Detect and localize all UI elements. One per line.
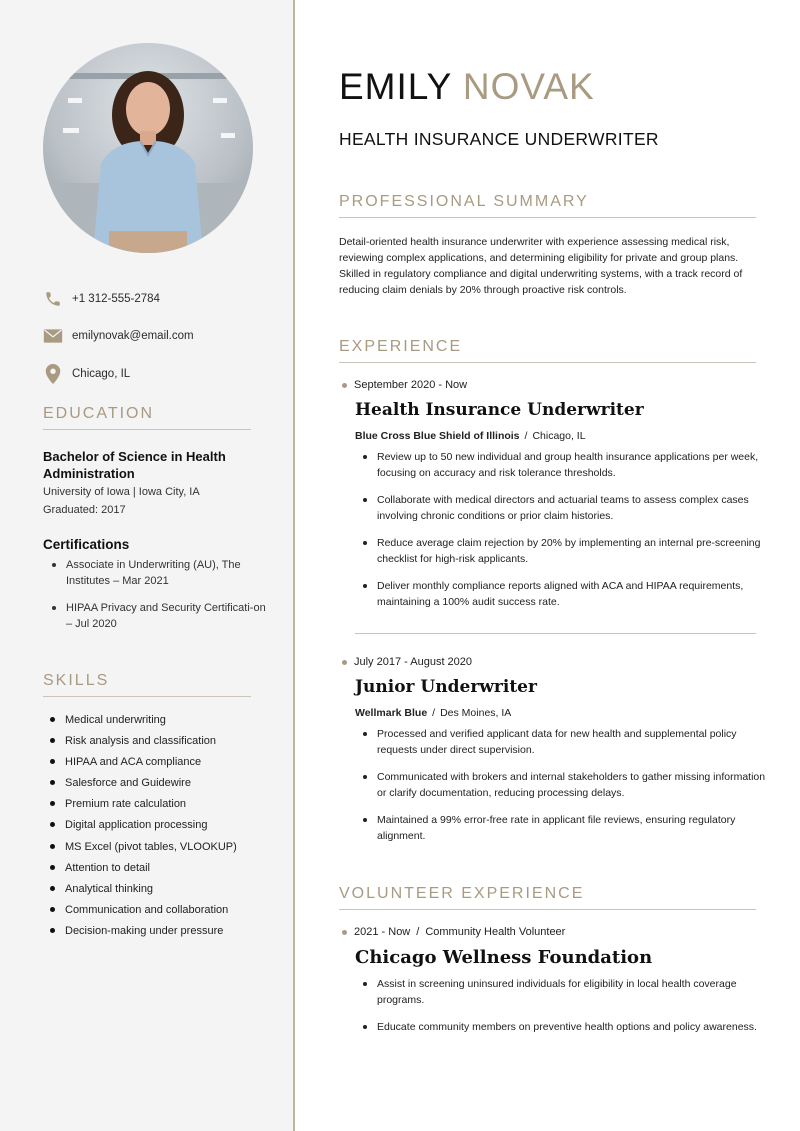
job-divider xyxy=(355,633,756,634)
volunteer-dates xyxy=(342,926,565,938)
volunteer-separator: / xyxy=(416,926,420,938)
contact-location xyxy=(43,363,130,385)
skill-item: Communication and collaboration xyxy=(50,902,280,923)
job-bullet: Processed and verified applicant data for new health and supplemental policy requests under direct supervision. xyxy=(363,726,773,758)
job-dates-text: September 2020 - Now xyxy=(354,379,468,391)
volunteer-bullet: Assist in screening uninsured individuals for eligibility in local health coverage programs. xyxy=(363,976,773,1008)
experience-heading: EXPERIENCE xyxy=(339,338,756,363)
sidebar xyxy=(0,0,295,1131)
skill-item: Digital application processing xyxy=(50,817,280,838)
skills-heading: SKILLS xyxy=(43,672,251,697)
main-content xyxy=(297,0,800,1131)
timeline-dot xyxy=(342,660,347,665)
profile-photo xyxy=(43,43,253,253)
skill-item: Decision-making under pressure xyxy=(50,923,280,944)
contact-phone xyxy=(43,288,160,310)
volunteer-bullet: Educate community members on preventive health options and policy awareness. xyxy=(363,1019,773,1035)
job-bullet: Communicated with brokers and internal stakeholders to gather missing information or clarify documentation, reducing processing delays. xyxy=(363,769,773,801)
phone-text[interactable]: +1 312-555-2784 xyxy=(72,293,160,305)
first-name: EMILY xyxy=(339,66,452,107)
location-pin-icon xyxy=(43,364,63,384)
phone-icon xyxy=(43,289,63,309)
skill-item: HIPAA and ACA compliance xyxy=(50,754,280,775)
job-bullet: Maintained a 99% error-free rate in applicant file reviews, ensuring regulatory alignment. xyxy=(363,812,773,844)
job-title: Health Insurance Underwriter xyxy=(355,400,644,420)
mail-icon xyxy=(43,326,63,346)
volunteer-organization: Chicago Wellness Foundation xyxy=(355,947,653,968)
contact-email xyxy=(43,325,194,347)
job-bullets xyxy=(363,449,773,610)
company-name: Blue Cross Blue Shield of Illinois xyxy=(355,430,520,442)
skill-item: Salesforce and Guidewire xyxy=(50,775,280,796)
education-graduated: Graduated: 2017 xyxy=(43,504,126,516)
company-name: Wellmark Blue xyxy=(355,707,428,719)
skill-item: Risk analysis and classification xyxy=(50,733,280,754)
summary-heading: PROFESSIONAL SUMMARY xyxy=(339,193,756,218)
certification-item: HIPAA Privacy and Security Certificati-on – Jul 2020 xyxy=(52,600,267,632)
full-name xyxy=(339,66,595,108)
volunteer-dates-text: 2021 - Now xyxy=(354,926,411,938)
skill-item: Analytical thinking xyxy=(50,881,280,902)
job-role: HEALTH INSURANCE UNDERWRITER xyxy=(339,129,659,149)
job-dates xyxy=(342,656,472,668)
timeline-dot xyxy=(342,930,347,935)
job-company-line xyxy=(355,430,586,442)
volunteer-heading: VOLUNTEER EXPERIENCE xyxy=(339,885,756,910)
company-separator: / xyxy=(432,707,436,719)
company-separator: / xyxy=(524,430,528,442)
education-school: University of Iowa | Iowa City, IA xyxy=(43,486,200,498)
job-title: Junior Underwriter xyxy=(355,677,537,697)
location-text: Chicago, IL xyxy=(72,368,131,380)
certification-item: Associate in Underwriting (AU), The Institutes – Mar 2021 xyxy=(52,557,267,589)
education-degree: Bachelor of Science in Health Administration xyxy=(43,449,226,481)
job-dates xyxy=(342,379,467,391)
job-bullet: Reduce average claim rejection by 20% by implementing an internal pre-screening checklist for high-risk applicants. xyxy=(363,535,773,567)
job-bullets xyxy=(363,726,773,844)
job-company-line xyxy=(355,707,511,719)
job-dates-text: July 2017 - August 2020 xyxy=(354,656,473,668)
company-location: Chicago, IL xyxy=(532,430,586,442)
skill-item: MS Excel (pivot tables, VLOOKUP) xyxy=(50,839,280,860)
job-bullet: Collaborate with medical directors and actuarial teams to assess complex cases involving chronic conditions or prior claim histories. xyxy=(363,492,773,524)
volunteer-bullets xyxy=(363,976,773,1035)
skill-item: Attention to detail xyxy=(50,860,280,881)
certifications-heading: Certifications xyxy=(43,537,130,552)
company-location: Des Moines, IA xyxy=(440,707,512,719)
education-heading: EDUCATION xyxy=(43,405,251,430)
job-bullet: Review up to 50 new individual and group health insurance applications per week, focusing on accuracy and risk tolerance thresholds. xyxy=(363,449,773,481)
timeline-dot xyxy=(342,383,347,388)
job-bullet: Deliver monthly compliance reports aligned with ACA and HIPAA requirements, maintaining a 100% audit success rate. xyxy=(363,578,773,610)
skill-item: Premium rate calculation xyxy=(50,796,280,817)
email-text[interactable]: emilynovak@email.com xyxy=(72,330,194,342)
skills-list xyxy=(50,712,280,944)
summary-text: Detail-oriented health insurance underwriter with experience assessing medical risk, reviewing complex applications, and determining eligibility for private and group plans. Skilled in regulatory compliance and digital underwriting systems, with a track record of reducing claim denials by 20% through proactive risk controls. xyxy=(339,236,743,296)
volunteer-role: Community Health Volunteer xyxy=(425,926,566,938)
last-name: NOVAK xyxy=(462,66,595,107)
certifications-list xyxy=(52,557,267,643)
skill-item: Medical underwriting xyxy=(50,712,280,733)
